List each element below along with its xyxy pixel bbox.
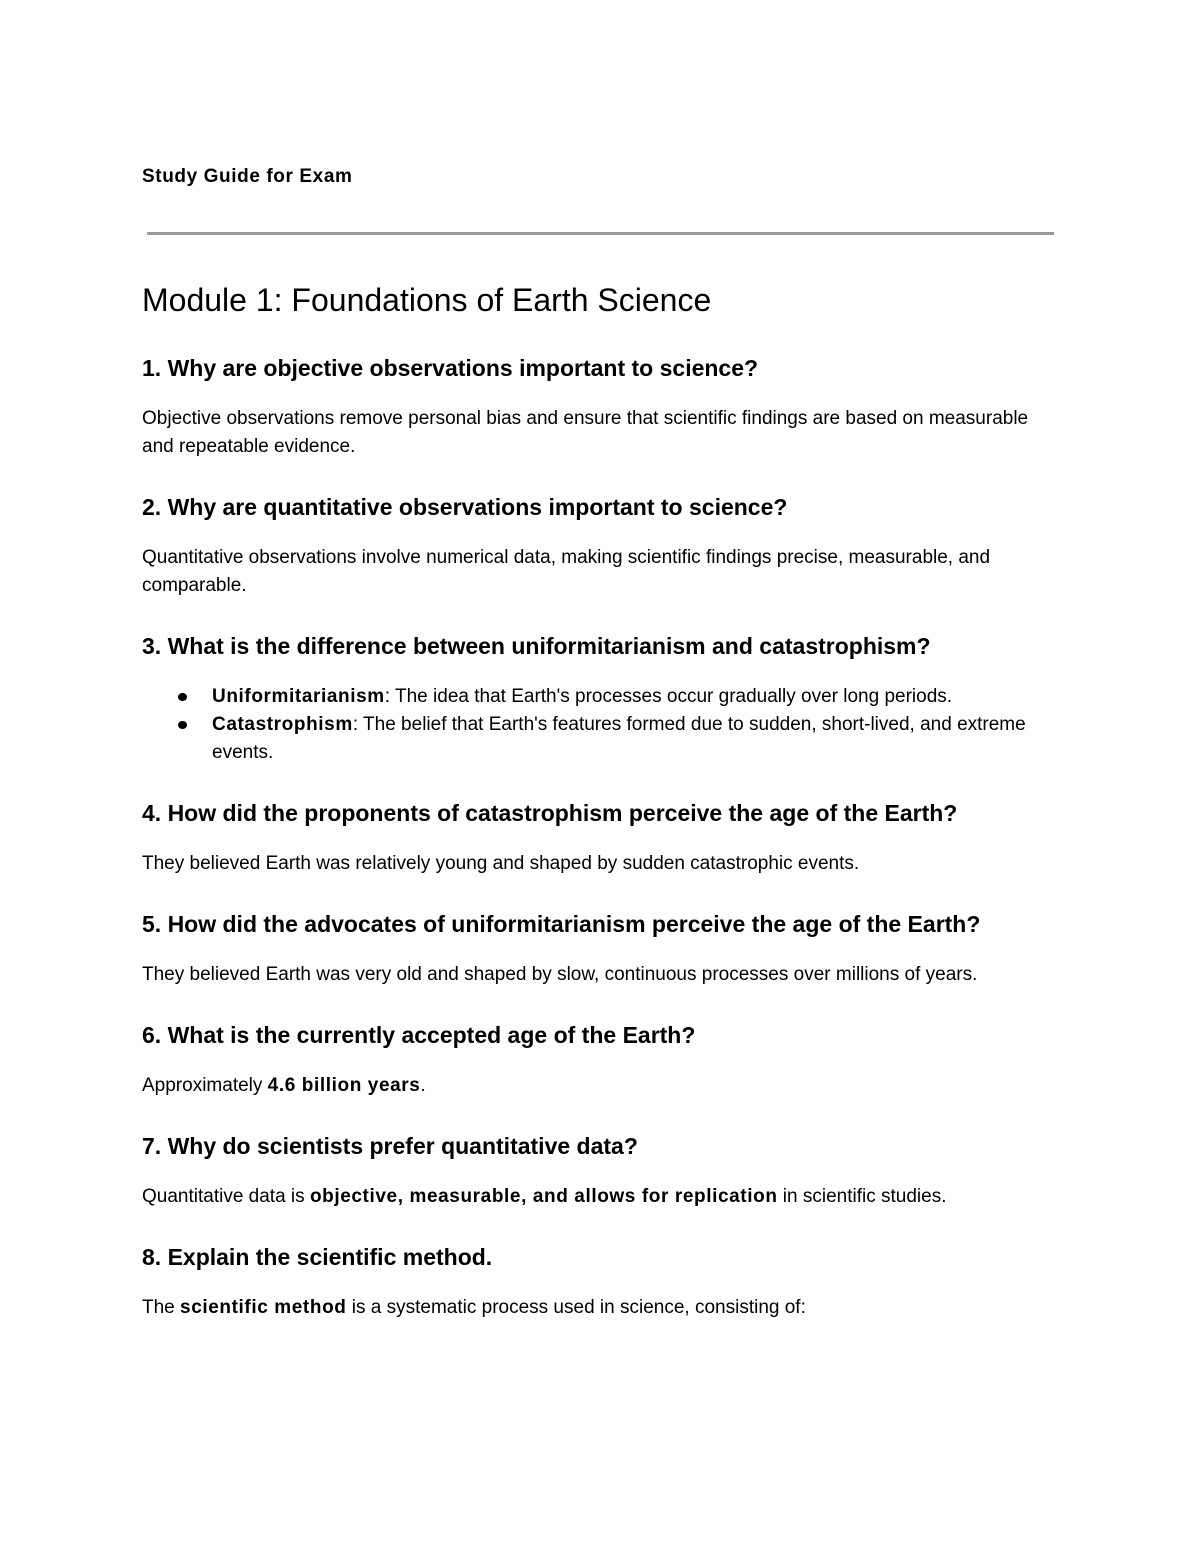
answer-text-end: . [420,1075,426,1096]
answer-text: They believed Earth was relatively young and shaped by sudden catastrophic events. [142,853,860,874]
question-heading: 1. Why are objective observations important to science? [142,355,759,381]
answer-text-start: Approximately [142,1075,268,1096]
document-label: Study Guide for Exam [142,166,353,187]
question-list [142,351,1052,1322]
bullet-dot-icon [178,721,187,729]
question-heading: 6. What is the currently accepted age of the Earth? [142,1022,696,1048]
answer-text-start: Quantitative data is [142,1186,310,1207]
answer-emphasis: 4.6 billion years [267,1075,421,1096]
horizontal-divider [147,232,1054,235]
bullet-dot-icon [178,693,187,701]
module-title: Module 1: Foundations of Earth Science [142,282,712,318]
answer-text-start: The [142,1297,181,1318]
question-heading: 3. What is the difference between uniformitarianism and catastrophism? [142,633,931,659]
question-heading: 7. Why do scientists prefer quantitative data? [142,1133,638,1159]
answer-text: Objective observations remove personal bias and ensure that scientific findings are based on measurable and repeatable evidence. [142,408,1029,457]
question-heading: 2. Why are quantitative observations important to science? [142,494,788,520]
question-heading: 4. How did the proponents of catastrophism perceive the age of the Earth? [142,800,958,826]
term-label: Catastrophism [212,714,353,735]
term-definition: : The belief that Earth's features formed due to sudden, short-lived, and extreme events. [212,714,1026,763]
answer-text-end: is a systematic process used in science, consisting of: [346,1297,806,1318]
answer-text: Quantitative observations involve numerical data, making scientific findings precise, measurable, and comparable. [142,547,991,596]
answer-text-end: in scientific studies. [777,1186,947,1207]
term-label: Uniformitarianism [212,686,385,707]
answer-text [142,1183,1052,1211]
question-heading: 5. How did the advocates of uniformitarianism perceive the age of the Earth? [142,911,981,937]
answer-text [142,1072,1052,1100]
answer-text [142,1294,1052,1322]
term-definition: : The idea that Earth's processes occur gradually over long periods. [384,686,953,707]
question-heading: 8. Explain the scientific method. [142,1244,493,1270]
bullet-list [142,683,1052,767]
list-item [142,711,1052,767]
answer-emphasis: scientific method [180,1297,347,1318]
answer-emphasis: objective, measurable, and allows for replication [309,1186,778,1207]
list-item [142,683,1052,711]
answer-text: They believed Earth was very old and shaped by slow, continuous processes over millions of years. [142,964,978,985]
